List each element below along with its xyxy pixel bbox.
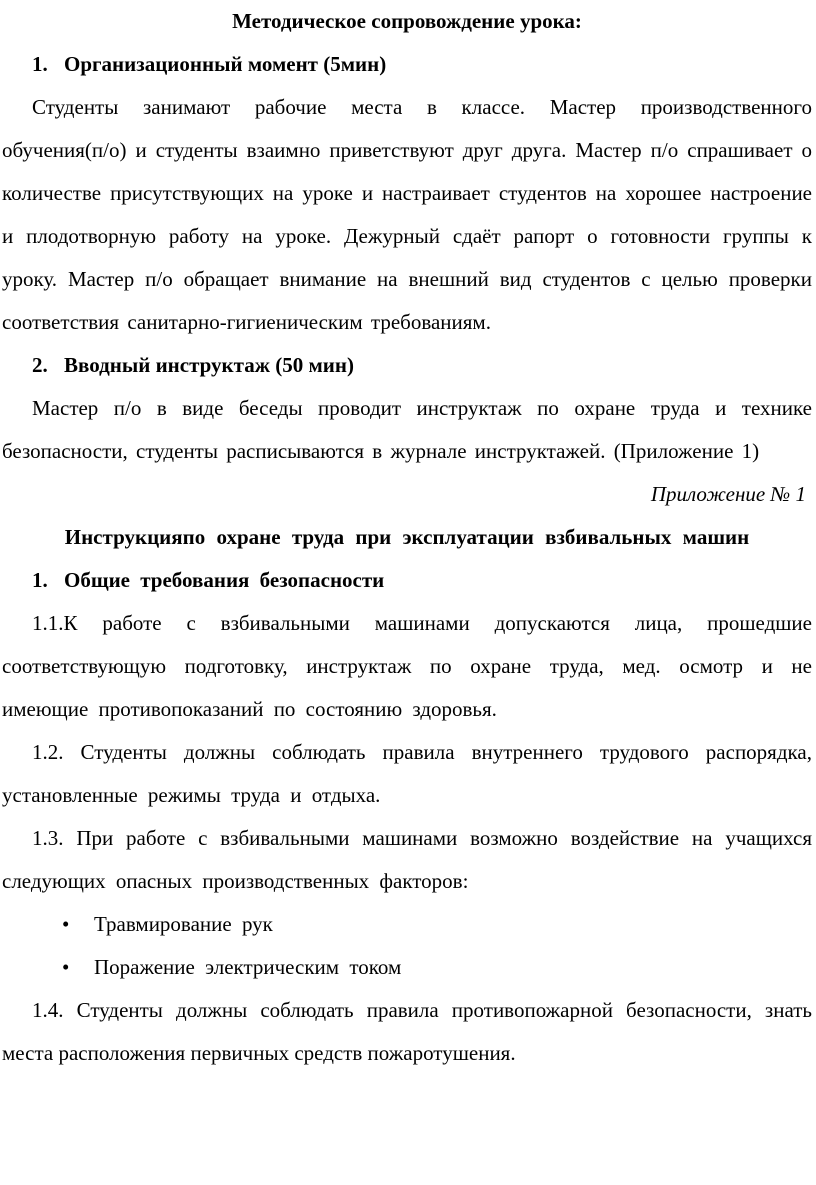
section-1-number: 1. xyxy=(32,52,48,76)
appendix-item-1-1: 1.1.К работе с взбивальными машинами допускаются лица, прошедшие соответствующую подготовку, инструктаж по охране труда, мед. осмотр и не имеющие противопоказаний по состоянию здоровья. xyxy=(2,611,812,721)
appendix-subheading-text: Общие требования безопасности xyxy=(64,568,385,592)
section-2-number: 2. xyxy=(32,353,48,377)
section-1-text: Студенты занимают рабочие места в классе. Мастер производственного обучения(п/о) и студенты взаимно приветствуют друг друга. Мастер п/о спрашивает о количестве присутствующих на уроке и настраивает студентов на хорошее настроение и плодотворную работу на уроке. Дежурный сдаёт рапорт о готовности группы к уроку. Мастер п/о обращает внимание на внешний вид студентов с целью проверки соответствия санитарно-гигиеническим требованиям. xyxy=(2,95,812,334)
bullet-item xyxy=(2,946,812,989)
bullet-text: Травмирование рук xyxy=(94,912,273,936)
appendix-label: Приложение № 1 xyxy=(650,482,806,506)
section-2-heading-text: Вводный инструктаж (50 мин) xyxy=(64,353,354,377)
section-1-heading-text: Организационный момент (5мин) xyxy=(64,52,387,76)
appendix-item-1-2: 1.2. Студенты должны соблюдать правила внутреннего трудового распорядка, установленные режимы труда и отдыха. xyxy=(2,740,812,807)
section-2-heading xyxy=(2,344,812,387)
bullet-icon: • xyxy=(62,955,70,979)
appendix-item-1-4: 1.4. Студенты должны соблюдать правила противопожарной безопасности, знать места расположения первичных средств пожаротушения. xyxy=(2,998,812,1065)
appendix-subheading xyxy=(2,559,812,602)
bullet-icon: • xyxy=(62,912,70,936)
appendix-item-1-3: 1.3. При работе с взбивальными машинами возможно воздействие на учащихся следующих опасных производственных факторов: xyxy=(2,826,812,893)
bullet-text: Поражение электрическим током xyxy=(94,955,402,979)
appendix-subheading-number: 1. xyxy=(32,568,48,592)
bullet-item xyxy=(2,903,812,946)
section-2-text: Мастер п/о в виде беседы проводит инструктаж по охране труда и технике безопасности, студенты расписываются в журнале инструктажей. (Приложение 1) xyxy=(2,396,812,463)
document-title: Методическое сопровождение урока: xyxy=(232,9,582,33)
section-1-heading xyxy=(2,43,812,86)
appendix-title: Инструкцияпо охране труда при эксплуатации взбивальных машин xyxy=(64,525,750,549)
